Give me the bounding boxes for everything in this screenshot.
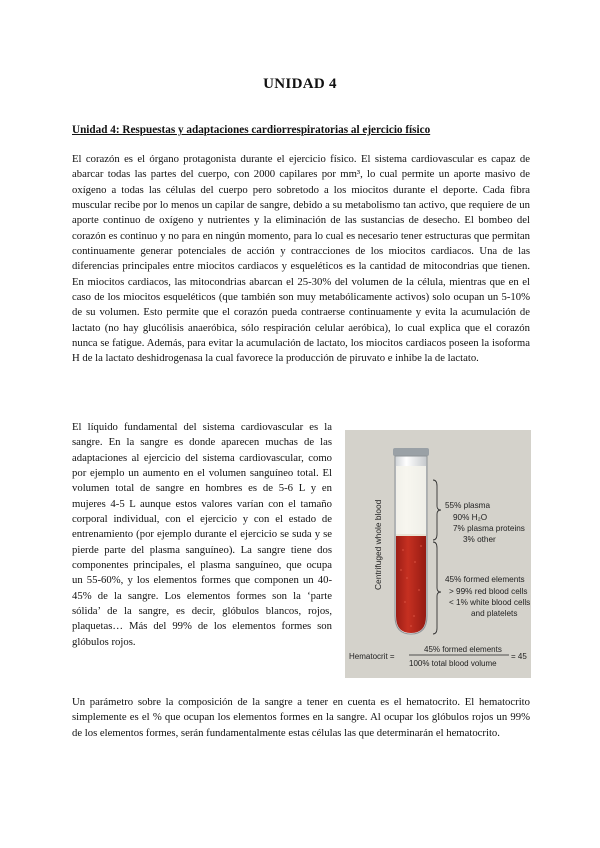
blood-composition-figure <box>345 430 531 678</box>
plasma-layer <box>396 466 426 534</box>
hematocrit-numerator: 45% formed elements <box>424 645 502 654</box>
paragraph-blood: El líquido fundamental del sistema cardiovascular es la sangre. En la sangre es donde aparecen muchas de las adaptaciones al ejercicio del sistema cardiovascular, como por ejemplo un aumento en el volumen sanguíneo total. El volumen total de sangre en hombres es de 5-6 L y en mujeres 4-5 L aunque estos valores varían con el tamaño corporal individual, con el ejercicio y con el estado de entrenamiento (por ejemplo durante el ejercicio se suda y se pierde parte del plasma sanguíneo). La sangre tiene dos componentes principales, el plasma sanguíneo, que ocupa un 55-60%, y los elementos formes que componen un 40-45% de la sangre. Los elementos formes son la ‘parte sólida’ de la sangre, es decir, glóbulos blancos, rojos, plaquetas… Más del 99% de los elementos formes son glóbulos rojos. <box>72 421 332 648</box>
formed-line-2: > 99% red blood cells <box>449 587 528 596</box>
section-heading: Unidad 4: Respuestas y adaptaciones cardiorrespiratorias al ejercicio físico <box>72 124 431 136</box>
hematocrit-label: Hematocrit = <box>349 652 395 661</box>
tube-cap <box>393 448 429 456</box>
hematocrit-denominator: 100% total blood volume <box>409 659 497 668</box>
plasma-line-3: 7% plasma proteins <box>453 524 525 533</box>
paragraph-heart: El corazón es el órgano protagonista durante el ejercicio físico. El sistema cardiovascular es capaz de abarcar todas las partes del cuerpo, con 2000 capilares por mm³, lo cual permite un aporte masivo de oxígeno a todas las células del cuerpo pero sobretodo a los miocitos durante el deporte. Cada fibra muscular recibe por lo menos un capilar de sangre, debido a su metabolismo tan activo, que requiere de un aporte continuo de oxígeno y nutrientes y la eliminación de las sustancias de desecho. El bombeo del corazón es continuo y no para en ningún momento, para lo cual es necesario tener estructuras que permitan continuamente generar potenciales de acción y contracciones de los miocitos cardiacos. Una de las diferencias principales entre miocitos cardiacos y esqueléticos es la cantidad de mitocondrias que tienen. En miocitos cardiacos, las mitocondrias abarcan el 25-30% del volumen de la célula, mientras que en el caso de los miocitos esqueléticos (que también son muy metabólicamente activos) solo ocupan un 5-10% de su volumen. Esto permite que el corazón pueda contraerse continuamente y evita la acumulación de lactato (no hay glucólisis anaeróbica, sólo respiración celular aeróbica), lo cual explica que el corazón nunca se fatigue. Además, para evitar la acumulación de lactato, los miocitos cardiacos poseen la isoforma H de la lactato deshidrogenasa la cual favorece la producción de piruvato e inhibe la de lactato. <box>72 153 530 365</box>
hematocrit-formula <box>349 645 527 668</box>
formed-line-4: and platelets <box>471 609 518 618</box>
formed-line-1: 45% formed elements <box>445 575 525 584</box>
buffy-coat <box>396 534 426 536</box>
plasma-line-4: 3% other <box>463 535 496 544</box>
paragraph-hematocrit: Un parámetro sobre la composición de la sangre a tener en cuenta es el hematocrito. El hematocrito simplemente es el % que ocupan los elementos formes en la sangre. Al ocupar los glóbulos rojos un 99% de los elementos formes, serán fundamentalmente estas células las que determinarán el hematocrito. <box>72 696 530 739</box>
plasma-line-1: 55% plasma <box>445 501 491 510</box>
hematocrit-result: = 45 <box>511 652 527 661</box>
plasma-brace <box>433 480 441 540</box>
centrifuged-tube-diagram <box>345 430 531 678</box>
test-tube <box>393 448 429 634</box>
formed-line-3: < 1% white blood cells <box>449 598 531 607</box>
formed-brace <box>433 542 441 634</box>
plasma-line-2: 90% H₂O <box>453 513 488 522</box>
red-cell-layer <box>396 536 426 633</box>
tube-label: Centrifuged whole blood <box>373 499 383 590</box>
page-title: UNIDAD 4 <box>263 76 337 92</box>
